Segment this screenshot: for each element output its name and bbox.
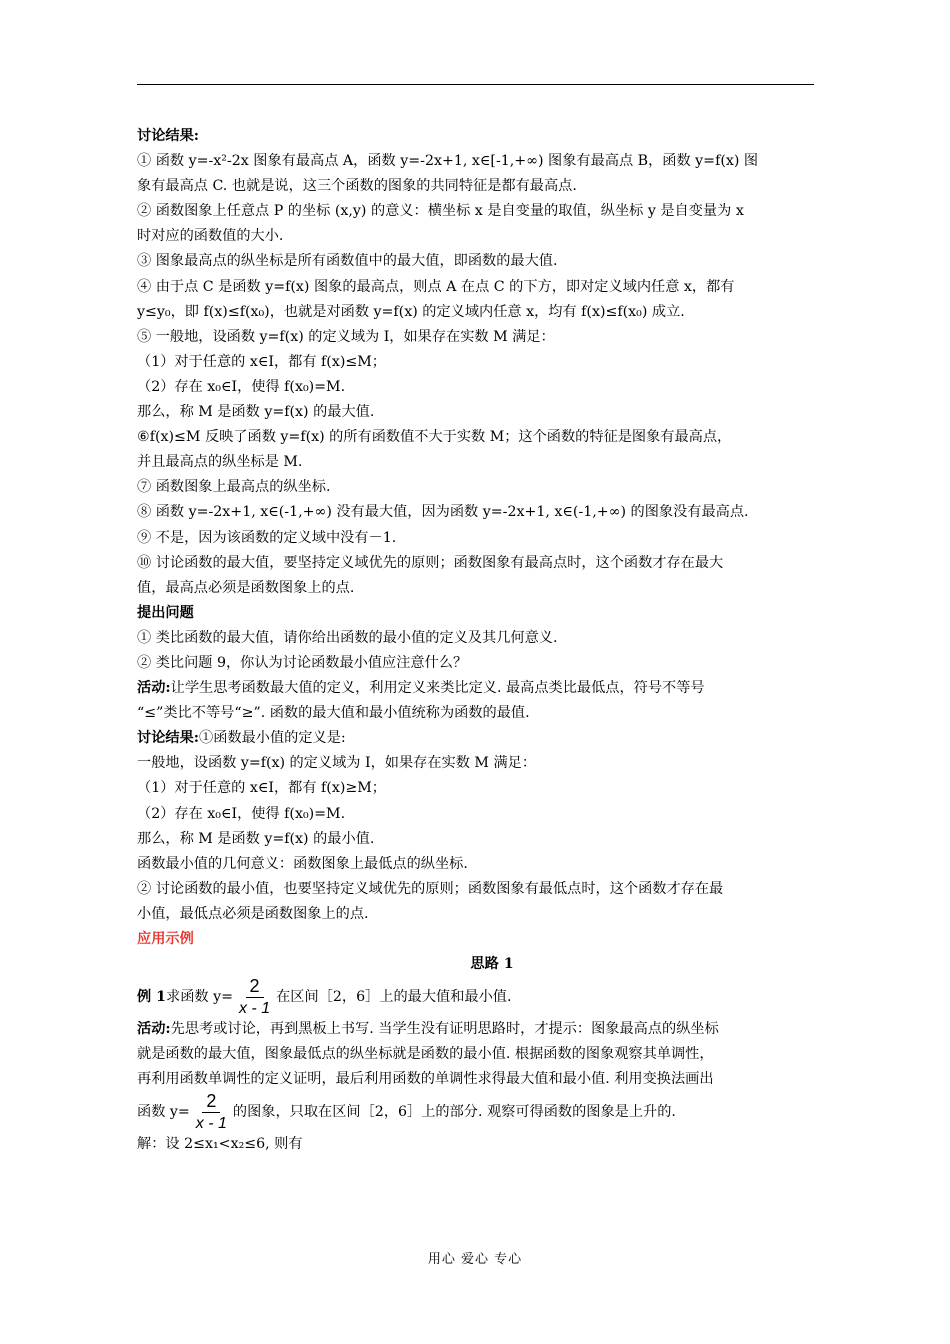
text-line: ① 类比函数的最大值，请你给出函数的最小值的定义及其几何意义. [137,629,558,646]
text-line: 象有最高点 C. 也就是说，这三个函数的图象的共同特征是都有最高点. [137,178,577,195]
text-line: 活动:让学生思考函数最大值的定义，利用定义来类比定义. 最高点类比最低点，符号不等号 [137,680,705,697]
text-line: 时对应的函数值的大小. [137,228,284,245]
section-heading: 讨论结果: [137,128,199,144]
example-label: 例 1 [137,989,166,1006]
activity-label: 活动: [137,1021,171,1038]
text-line: 那么，称 M 是函数 y=f(x) 的最小值. [137,830,375,847]
text-line: （2）存在 x₀∈I，使得 f(x₀)=M. [137,805,346,822]
text-line: （2）存在 x₀∈I，使得 f(x₀)=M. [137,378,346,395]
text-line: ③ 图象最高点的纵坐标是所有函数值中的最大值，即函数的最大值. [137,253,558,270]
text-line: ⑧ 函数 y=-2x+1, x∈(-1,+∞) 没有最大值，因为函数 y=-2x+1, x∈(-1,+∞) 的图象没有最高点. [137,504,749,521]
section-heading-red: 应用示例 [137,931,194,947]
text-line: （1）对于任意的 x∈I，都有 f(x)≤M； [137,353,386,370]
text-line: ② 函数图象上任意点 P 的坐标 (x,y) 的意义：横坐标 x 是自变量的取值，纵坐标 y 是自变量为 x [137,203,744,220]
text-line: ⑦ 函数图象上最高点的纵坐标. [137,479,331,496]
text-line: ⑨ 不是，因为该函数的定义域中没有－1. [137,529,397,546]
text-line: 小值，最低点必须是函数图象上的点. [137,905,369,922]
example-1-line: 例 1 求函数 y= $\frac{2}{x - 1}$ 在区间［2，6］上的最大值和最小值. [137,975,512,1017]
graph-line: 函数 y= $\frac{2}{x - 1}$ 的图象，只取在区间［2，6］上的部分. 观察可得函数的图象是上升的. [137,1090,676,1132]
fraction: $\frac{2}{x - 1}$ [238,975,271,1017]
text-line: （1）对于任意的 x∈I，都有 f(x)≥M； [137,780,386,797]
text-line: 那么，称 M 是函数 y=f(x) 的最大值. [137,404,375,421]
sub-heading: 思路 1 [470,956,514,973]
text-line: ⑥f(x)≤M 反映了函数 y=f(x) 的所有函数值不大于实数 M；这个函数的特征是图象有最高点， [137,429,732,446]
text-line: ① 函数 y=-x²-2x 图象有最高点 A，函数 y=-2x+1, x∈[-1,+∞) 图象有最高点 B，函数 y=f(x) 图 [137,153,759,170]
page-footer: 用心 爱心 专心 [427,1252,523,1267]
solution-line: 解：设 2≤x₁<x₂≤6, 则有 [137,1136,303,1153]
text-line: 一般地，设函数 y=f(x) 的定义域为 I，如果存在实数 M 满足： [137,755,537,772]
activity-label: 活动: [137,680,171,697]
text-line: 活动:先思考或讨论，再到黑板上书写. 当学生没有证明思路时，才提示：图象最高点的纵坐标 [137,1021,719,1038]
text-line: ④ 由于点 C 是函数 y=f(x) 图象的最高点，则点 A 在点 C 的下方，即对定义域内任意 x，都有 [137,278,735,295]
document-body [137,124,817,1158]
text-line: ⑩ 讨论函数的最大值，要坚持定义域优先的原则；函数图象有最高点时，这个函数才存在最大 [137,554,724,571]
fraction: $\frac{2}{x - 1}$ [195,1090,227,1132]
text-line: 再利用函数单调性的定义证明，最后利用函数的单调性求得最大值和最小值. 利用变换法画出 [137,1071,714,1088]
text-line: 值，最高点必须是函数图象上的点. [137,579,355,596]
section-heading: 提出问题 [137,604,194,621]
discussion-label: 讨论结果: [137,730,199,747]
text-line: ⑤ 一般地，设函数 y=f(x) 的定义域为 I，如果存在实数 M 满足： [137,328,555,345]
text-line: 函数最小值的几何意义：函数图象上最低点的纵坐标. [137,855,468,872]
text-line: “≤”类比不等号“≥”. 函数的最大值和最小值统称为函数的最值. [137,705,530,722]
text-line: 讨论结果:①函数最小值的定义是: [137,730,346,747]
text-line: ② 类比问题 9，你认为讨论函数最小值应注意什么？ [137,654,468,671]
header-rule [137,84,814,85]
text-line: 并且最高点的纵坐标是 M. [137,454,303,471]
text-line: ② 讨论函数的最小值，也要坚持定义域优先的原则；函数图象有最低点时，这个函数才存在最 [137,880,724,897]
text-line: y≤y₀，即 f(x)≤f(x₀)，也就是对函数 y=f(x) 的定义域内任意 x，均有 f(x)≤f(x₀) 成立. [137,303,685,320]
text-line: 就是函数的最大值，图象最低点的纵坐标就是函数的最小值. 根据函数的图象观察其单调性， [137,1046,714,1063]
